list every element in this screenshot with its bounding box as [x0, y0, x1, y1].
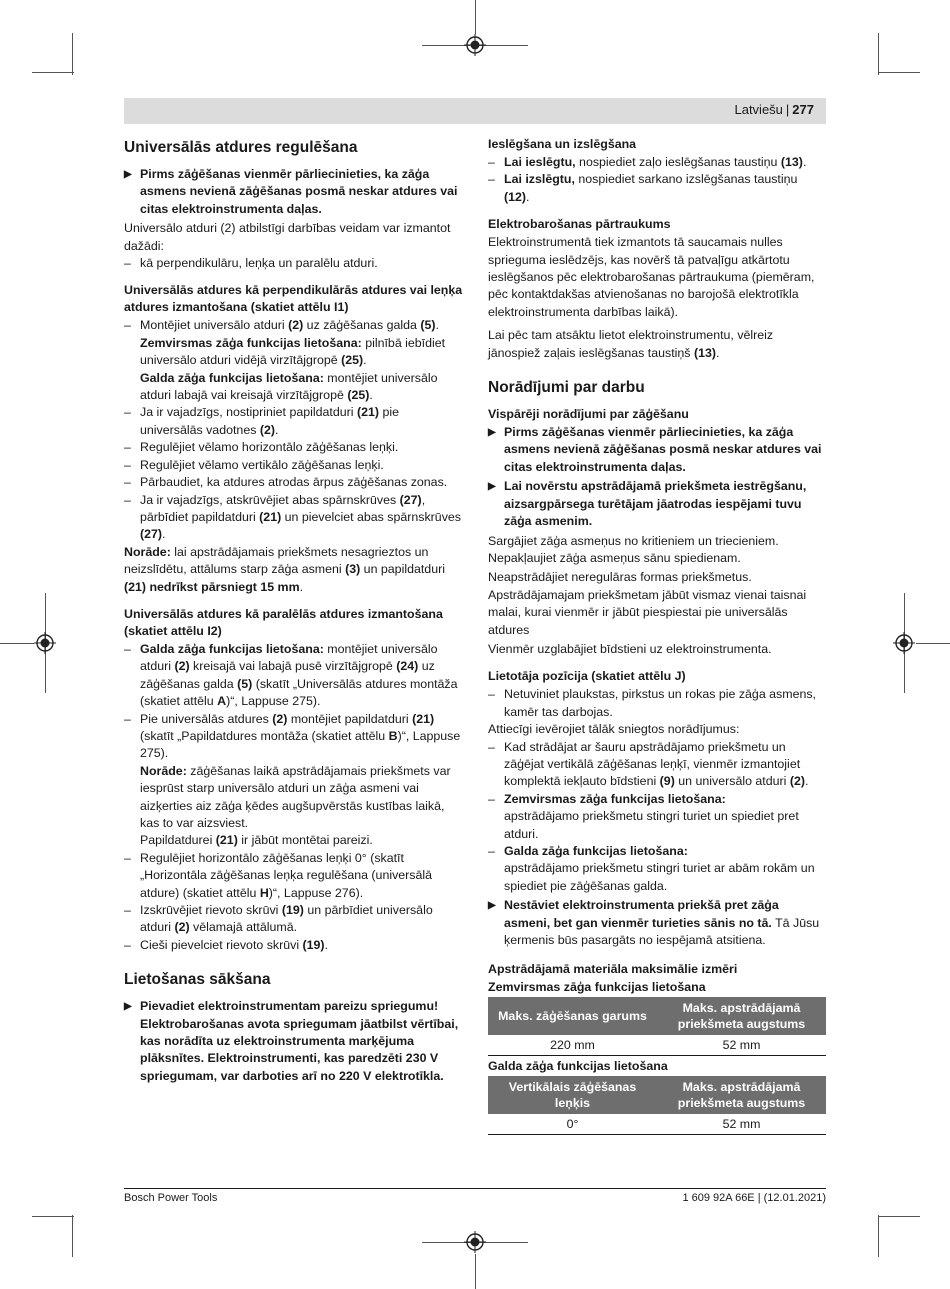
subsection-title: Elektrobarošanas pārtraukums: [488, 217, 671, 232]
dimensions-table: [488, 997, 826, 1056]
header-language: Latviešu: [734, 102, 783, 117]
header-text: [734, 102, 814, 117]
paragraph: Lai pēc tam atsāktu lietot elektroinstrumentu, vēlreiz jānospiež zaļais ieslēgšanas taustiņš (13).: [488, 328, 774, 360]
paragraph: Vienmēr uzglabājiet bīdstieni uz elektroinstrumenta.: [488, 641, 772, 656]
list-item: – Montējiet universālo atduri (2) uz zāģēšanas galda (5). Zemvirsmas zāģa funkcijas lietošana: pilnībā iebīdiet universālo atduri vidējā virzītājgropē (25). Galda zāģa funkcijas lietošana: montējiet universālo atduri labajā vai kreisajā virzītājgropē (25).: [124, 317, 464, 404]
warning-item: ▶ Pirms zāģēšanas vienmēr pārliecinieties, ka zāģa asmens nevienā zāģēšanas posmā neskar atdures vai citas elektroinstrumenta daļas.: [488, 424, 826, 476]
table-header: Maks. apstrādājamā priekšmeta augstums: [657, 997, 826, 1035]
page-header: [124, 98, 826, 124]
section-title: Lietošanas sākšana: [124, 971, 271, 989]
dimensions-table: [488, 1076, 826, 1135]
table-cell: 52 mm: [657, 1035, 826, 1056]
warning-item: ▶ Pirms zāģēšanas vienmēr pārliecinieties, ka zāģa asmens nevienā zāģēšanas posmā neskar atdures vai citas elektroinstrumenta daļas.: [124, 166, 464, 218]
table-cell: 220 mm: [488, 1035, 657, 1056]
table-header: Vertikālais zāģēšanas leņķis: [488, 1076, 657, 1114]
list-item: – Kad strādājat ar šauru apstrādājamo priekšmetu un zāģējat vertikālā zāģēšanas leņķī, vienmēr izmantojiet komplektā iekļauto bīdstieni (9) un universālo atduri (2).: [488, 739, 826, 791]
right-column: [488, 136, 826, 1135]
list-item: – Pārbaudiet, ka atdures atrodas ārpus zāģēšanas zonas.: [124, 474, 464, 491]
subsection-title: Lietotāja pozīcija (skatiet attēlu J): [488, 669, 686, 684]
paragraph: Sargājiet zāģa asmeņus no kritieniem un triecieniem. Nepakļaujiet zāģa asmeņus sānu spiedienam.: [488, 533, 779, 565]
list-item: – Galda zāģa funkcijas lietošana: apstrādājamo priekšmetu stingri turiet ar abām rokām un spiediet pie zāģēšanas galda.: [488, 843, 826, 895]
crop-mark: [475, 0, 476, 34]
footer-doc-number: 1 609 92A 66E | (12.01.2021): [682, 1192, 826, 1204]
left-column: [124, 136, 464, 1087]
footer-divider: [124, 1188, 826, 1189]
subsection-title: Apstrādājamā materiāla maksimālie izmēri: [488, 962, 738, 977]
crop-mark: [878, 33, 879, 75]
list-item: – Netuviniet plaukstas, pirkstus un rokas pie zāģa asmens, kamēr tas darbojas.: [488, 686, 826, 721]
paragraph: Attiecīgi ievērojiet tālāk sniegtos norādījumus:: [488, 722, 740, 737]
subsection-title: Vispārēji norādījumi par zāģēšanu: [488, 407, 689, 422]
list-item: – Izskrūvējiet rievoto skrūvi (19) un pārbīdiet universālo atduri (2) vēlamajā attālumā.: [124, 902, 464, 937]
section-title: Universālās atdures regulēšana: [124, 139, 358, 156]
table-title: Zemvirsmas zāģa funkcijas lietošana: [488, 980, 706, 995]
warning-item: ▶ Lai novērstu apstrādājamā priekšmeta iestrēgšanu, aizsargpārsega turētājam jāatrodas iespējami tuvu zāģa asmenim.: [488, 478, 826, 530]
list-item: – Ja ir vajadzīgs, atskrūvējiet abas spārnskrūves (27), pārbīdiet papildatduri (21) un pievelciet abas spārnskrūves (27).: [124, 492, 464, 544]
crop-mark: [878, 72, 920, 73]
table-header: Maks. apstrādājamā priekšmeta augstums: [657, 1076, 826, 1114]
subsection-title: Universālās atdures kā perpendikulārās atdures vai leņķa atdures izmantošana (skatiet attēlu I1): [124, 283, 463, 315]
registration-mark-icon: [464, 1231, 486, 1253]
crop-mark: [878, 1216, 920, 1217]
registration-mark-icon: [34, 632, 56, 654]
paragraph: Universālo atduri (2) atbilstīgi darbības veidam var izmantot dažādi:: [124, 221, 451, 253]
table-header: Maks. zāģēšanas garums: [488, 997, 657, 1035]
warning-item: ▶ Pievadiet elektroinstrumentam pareizu spriegumu! Elektrobarošanas avota spriegumam jāatbilst vērtībai, kas norādīta uz elektroinstrumenta marķējuma plāksnītes. Elektroinstrumenti, kas paredzēti 230 V spriegumam, var darboties arī no 220 V elektrotīkla.: [124, 998, 464, 1085]
list-item: – kā perpendikulāru, leņķa un paralēlu atduri.: [124, 255, 464, 272]
table-cell: 52 mm: [657, 1114, 826, 1135]
registration-mark-icon: [464, 34, 486, 56]
note: Norāde: lai apstrādājamais priekšmets nesagrieztos un neizslīdētu, attālums starp zāģa asmeni (3) un papildatduri (21) nedrīkst pārsniegt 15 mm.: [124, 544, 445, 594]
crop-mark: [878, 1215, 879, 1257]
table-title: Galda zāģa funkcijas lietošana: [488, 1059, 668, 1074]
crop-mark: [0, 643, 34, 644]
list-item: – Cieši pievelciet rievoto skrūvi (19).: [124, 937, 464, 954]
list-item: – Regulējiet horizontālo zāģēšanas leņķi 0° (skatīt „Horizontāla zāģēšanas leņķa regulēšana (universālā atdure) (skatiet attēlu H)“, Lappuse 276).: [124, 850, 464, 902]
list-item: – Zemvirsmas zāģa funkcijas lietošana: apstrādājamo priekšmetu stingri turiet un spiediet pret atduri.: [488, 791, 826, 843]
registration-mark-icon: [893, 632, 915, 654]
list-item: – Lai izslēgtu, nospiediet sarkano izslēgšanas taustiņu (12).: [488, 171, 826, 206]
list-item: – Regulējiet vēlamo horizontālo zāģēšanas leņķi.: [124, 439, 464, 456]
list-item: – Ja ir vajadzīgs, nostipriniet papildatduri (21) pie universālās vadotnes (2).: [124, 404, 464, 439]
list-item: – Pie universālās atdures (2) montējiet papildatduri (21) (skatīt „Papildatdures montāža (skatiet attēlu B)“, Lappuse 275). Norāde: zāģēšanas laikā apstrādājamais priekšmets var iesprūst starp universālo atduri un zāģa asmeni vai aizķerties aiz zāģa ķēdes augšupvērstās kustības laikā, kas to var aizsviest. Papildatdurei (21) ir jābūt montētai pareizi.: [124, 711, 464, 850]
paragraph: Elektroinstrumentā tiek izmantots tā saucamais nulles sprieguma ieslēdzējs, kas novērš tā patvaļīgu atkārtotu ieslēgšanos pēc elektrobarošanas pārtraukuma (piemēram, pēc kontaktdakšas atvienošanas no barojošā elektrotīkla elektroinstrumenta darbības laikā).: [488, 235, 815, 319]
list-item: – Lai ieslēgtu, nospiediet zaļo ieslēgšanas taustiņu (13).: [488, 154, 826, 171]
header-separator: |: [785, 102, 790, 117]
crop-mark: [32, 72, 74, 73]
warning-item: ▶ Nestāviet elektroinstrumenta priekšā pret zāģa asmeni, bet gan vienmēr turieties sānis no tā. Tā Jūsu ķermenis būs pasargāts no iespējamā atsitiena.: [488, 897, 826, 949]
subsection-title: Ieslēgšana un izslēgšana: [488, 137, 637, 151]
crop-mark: [72, 33, 73, 75]
table-cell: 0°: [488, 1114, 657, 1135]
subsection-title: Universālās atdures kā paralēlās atdures izmantošana (skatiet attēlu I2): [124, 606, 443, 638]
paragraph: Neapstrādājiet neregulāras formas priekšmetus. Apstrādājamajam priekšmetam jābūt vismaz vienai taisnai malai, kurai vienmēr ir jābūt piespiestai pie universālās atdures: [488, 570, 807, 637]
page-number: 277: [792, 102, 814, 117]
crop-mark: [475, 1254, 476, 1289]
crop-mark: [72, 1215, 73, 1257]
crop-mark: [916, 643, 950, 644]
section-title: Norādījumi par darbu: [488, 379, 645, 397]
crop-mark: [32, 1216, 74, 1217]
list-item: – Regulējiet vēlamo vertikālo zāģēšanas leņķi.: [124, 457, 464, 474]
footer-brand: Bosch Power Tools: [124, 1192, 218, 1204]
list-item: – Galda zāģa funkcijas lietošana: montējiet universālo atduri (2) kreisajā vai labajā pusē virzītājgropē (24) uz zāģēšanas galda (5) (skatīt „Universālās atdures montāža (skatiet attēlu A)“, Lappuse 275).: [124, 641, 464, 711]
